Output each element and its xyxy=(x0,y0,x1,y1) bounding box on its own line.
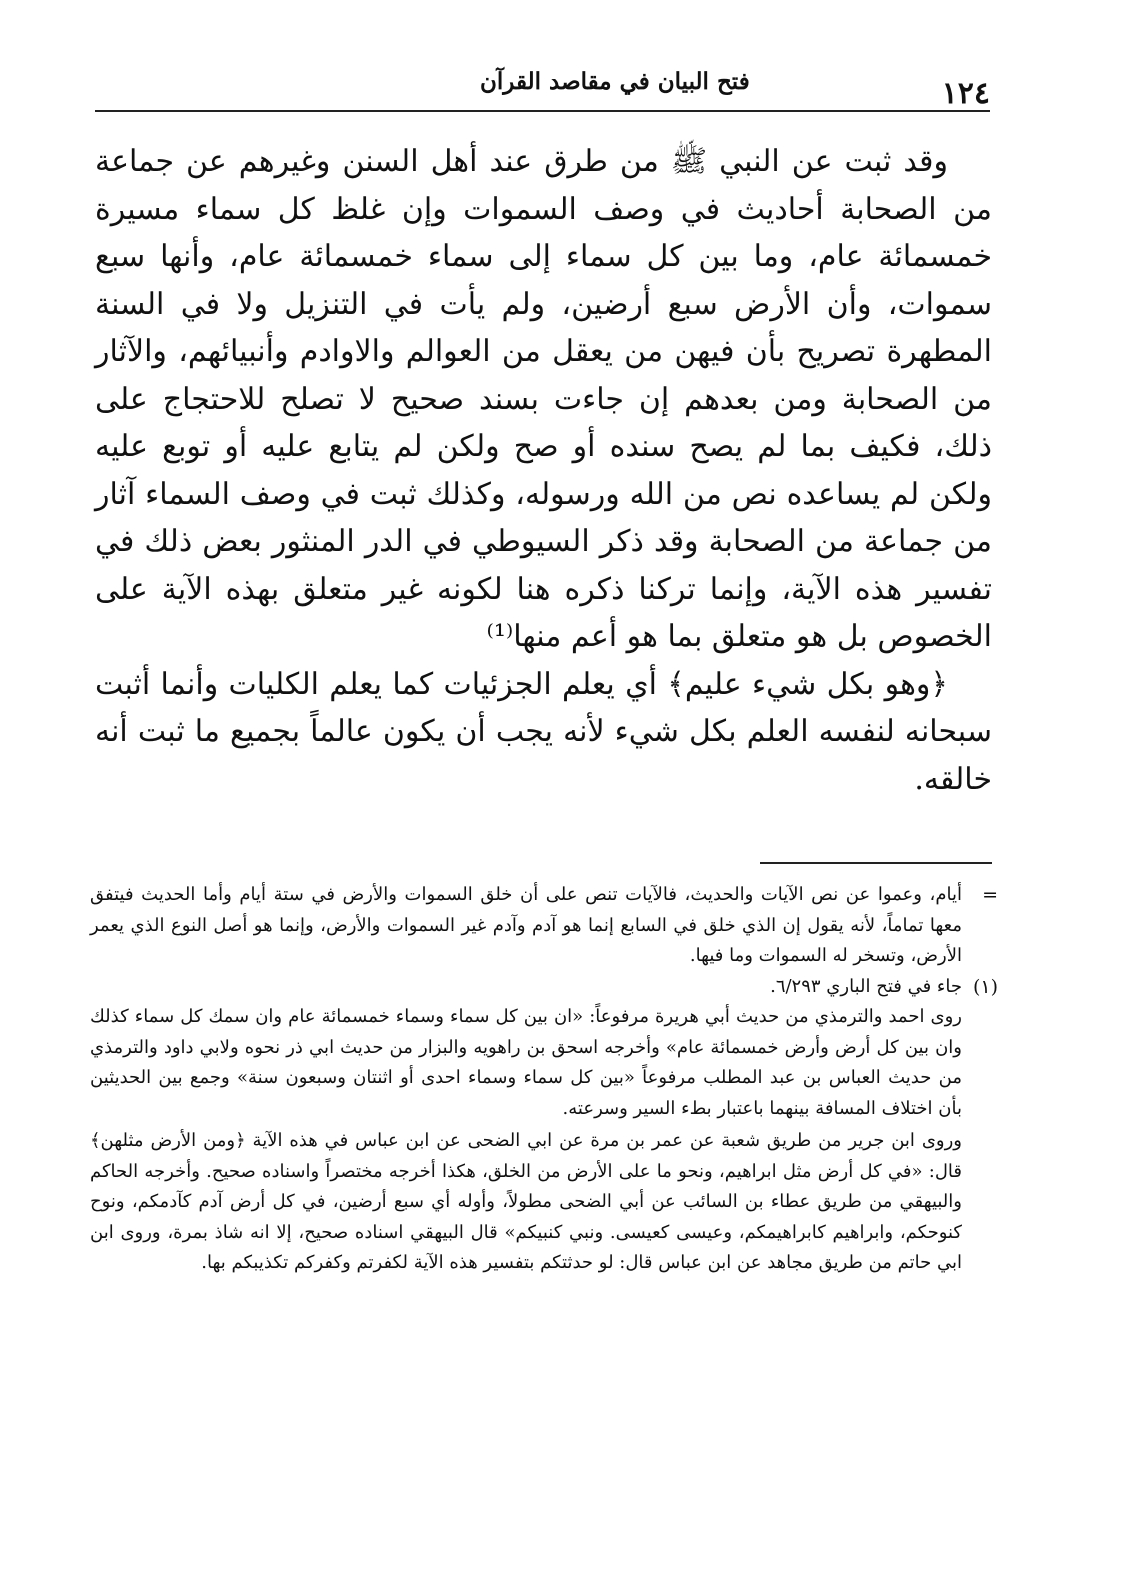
footnote-1 xyxy=(90,972,998,1279)
footnote-1-body xyxy=(90,1002,962,1279)
footnote-1-paragraph-2: وروى ابن جرير من طريق شعبة عن عمر بن مرة عن ابي الضحى عن ابن عباس في هذه الآية ﴿ومن الأرض مثلهن﴾ قال: «في كل أرض مثل ابراهيم، ونحو ما على الأرض من الخلق، هكذا أخرجه مختصراً واسناده صحيح. وأخرجه الحاكم والبيهقي من طريق عطاء بن السائب عن أبي الضحى مطولاً، وأوله أي سبع أرضين، في كل أرض آدم كآدمكم، ونوح كنوحكم، وابراهيم كابراهيمكم، وعيسى كعيسى. ونبي كنبيكم» قال البيهقي اسناده صحيح، إلا انه شاذ بمرة، وروى ابن ابي حاتم من طريق مجاهد عن ابن عباس قال: لو حدثتكم بتفسير هذه الآية لكفرتم وكفركم تكذيبكم بها. xyxy=(90,1130,962,1273)
footnote-1-marker: (١) xyxy=(972,975,998,998)
footnote-separator xyxy=(760,862,992,864)
page-number: ١٢٤ xyxy=(941,76,990,111)
continuation-marker: = xyxy=(982,884,998,906)
main-text xyxy=(95,138,992,803)
footnote-1-reference: جاء في فتح الباري ٦/٢٩٣. xyxy=(770,975,962,997)
running-title: فتح البيان في مقاصد القرآن xyxy=(480,68,750,95)
footnote-continuation xyxy=(90,880,998,972)
footnotes xyxy=(90,880,998,1279)
body-paragraph-1: وقد ثبت عن النبي ﷺ من طرق عند أهل السنن وغيرهم عن جماعة من الصحابة أحاديث في وصف السموات وإن غلظ كل سماء مسيرة خمسمائة عام، وما بين كل سماء إلى سماء خمسمائة عام، وأنها سبع سموات، وأن الأرض سبع أرضين، ولم يأت في التنزيل ولا في السنة المطهرة تصريح بأن فيهن من يعقل من العوالم والاوادم وأنبيائهم، والآثار من الصحابة ومن بعدهم إن جاءت بسند صحيح لا تصلح للاحتجاج على ذلك، فكيف بما لم يصح سنده أو صح ولكن لم يتابع عليه أو توبع عليه ولكن لم يساعده نص من الله ورسوله، وكذلك ثبت في وصف السماء آثار من جماعة من الصحابة وقد ذكر السيوطي في الدر المنثور بعض ذلك في تفسير هذه الآية، وإنما تركنا ذكره هنا لكونه غير متعلق بهذه الآية على الخصوص بل هو متعلق بما هو أعم منها⁽¹⁾ xyxy=(95,144,992,654)
page-header xyxy=(95,62,990,112)
body-paragraph-2: ﴿وهو بكل شيء عليم﴾ أي يعلم الجزئيات كما يعلم الكليات وأنما أثبت سبحانه لنفسه العلم بكل شيء لأنه يجب أن يكون عالماً بجميع ما ثبت أنه خالقه. xyxy=(95,666,992,797)
continuation-text: أيام، وعموا عن نص الآيات والحديث، فالآيات تنص على أن خلق السموات والأرض في ستة أيام وأما الحديث فيتفق معها تماماً، لأنه يقول إن الذي خلق في السابع إنما هو آدم وآدم غير السموات والأرض، وإنما هو أصل النوع الذي يعمر الأرض، وتسخر له السموات وما فيها. xyxy=(90,884,962,966)
footnote-1-paragraph-1: روى احمد والترمذي من حديث أبي هريرة مرفوعاً: «ان بين كل سماء وسماء خمسمائة عام وان سمك كل سماء كذلك وان بين كل أرض وأرض خمسمائة عام» وأخرجه اسحق بن راهويه والبزار من حديث ابي ذر نحوه ولابي داود والترمذي من حديث العباس بن عبد المطلب مرفوعاً «بين كل سماء وسماء احدى أو اثنتان وسبعون سنة» وجمع بين الحديثين بأن اختلاف المسافة بينهما باعتبار بطء السير وسرعته. xyxy=(90,1006,962,1119)
